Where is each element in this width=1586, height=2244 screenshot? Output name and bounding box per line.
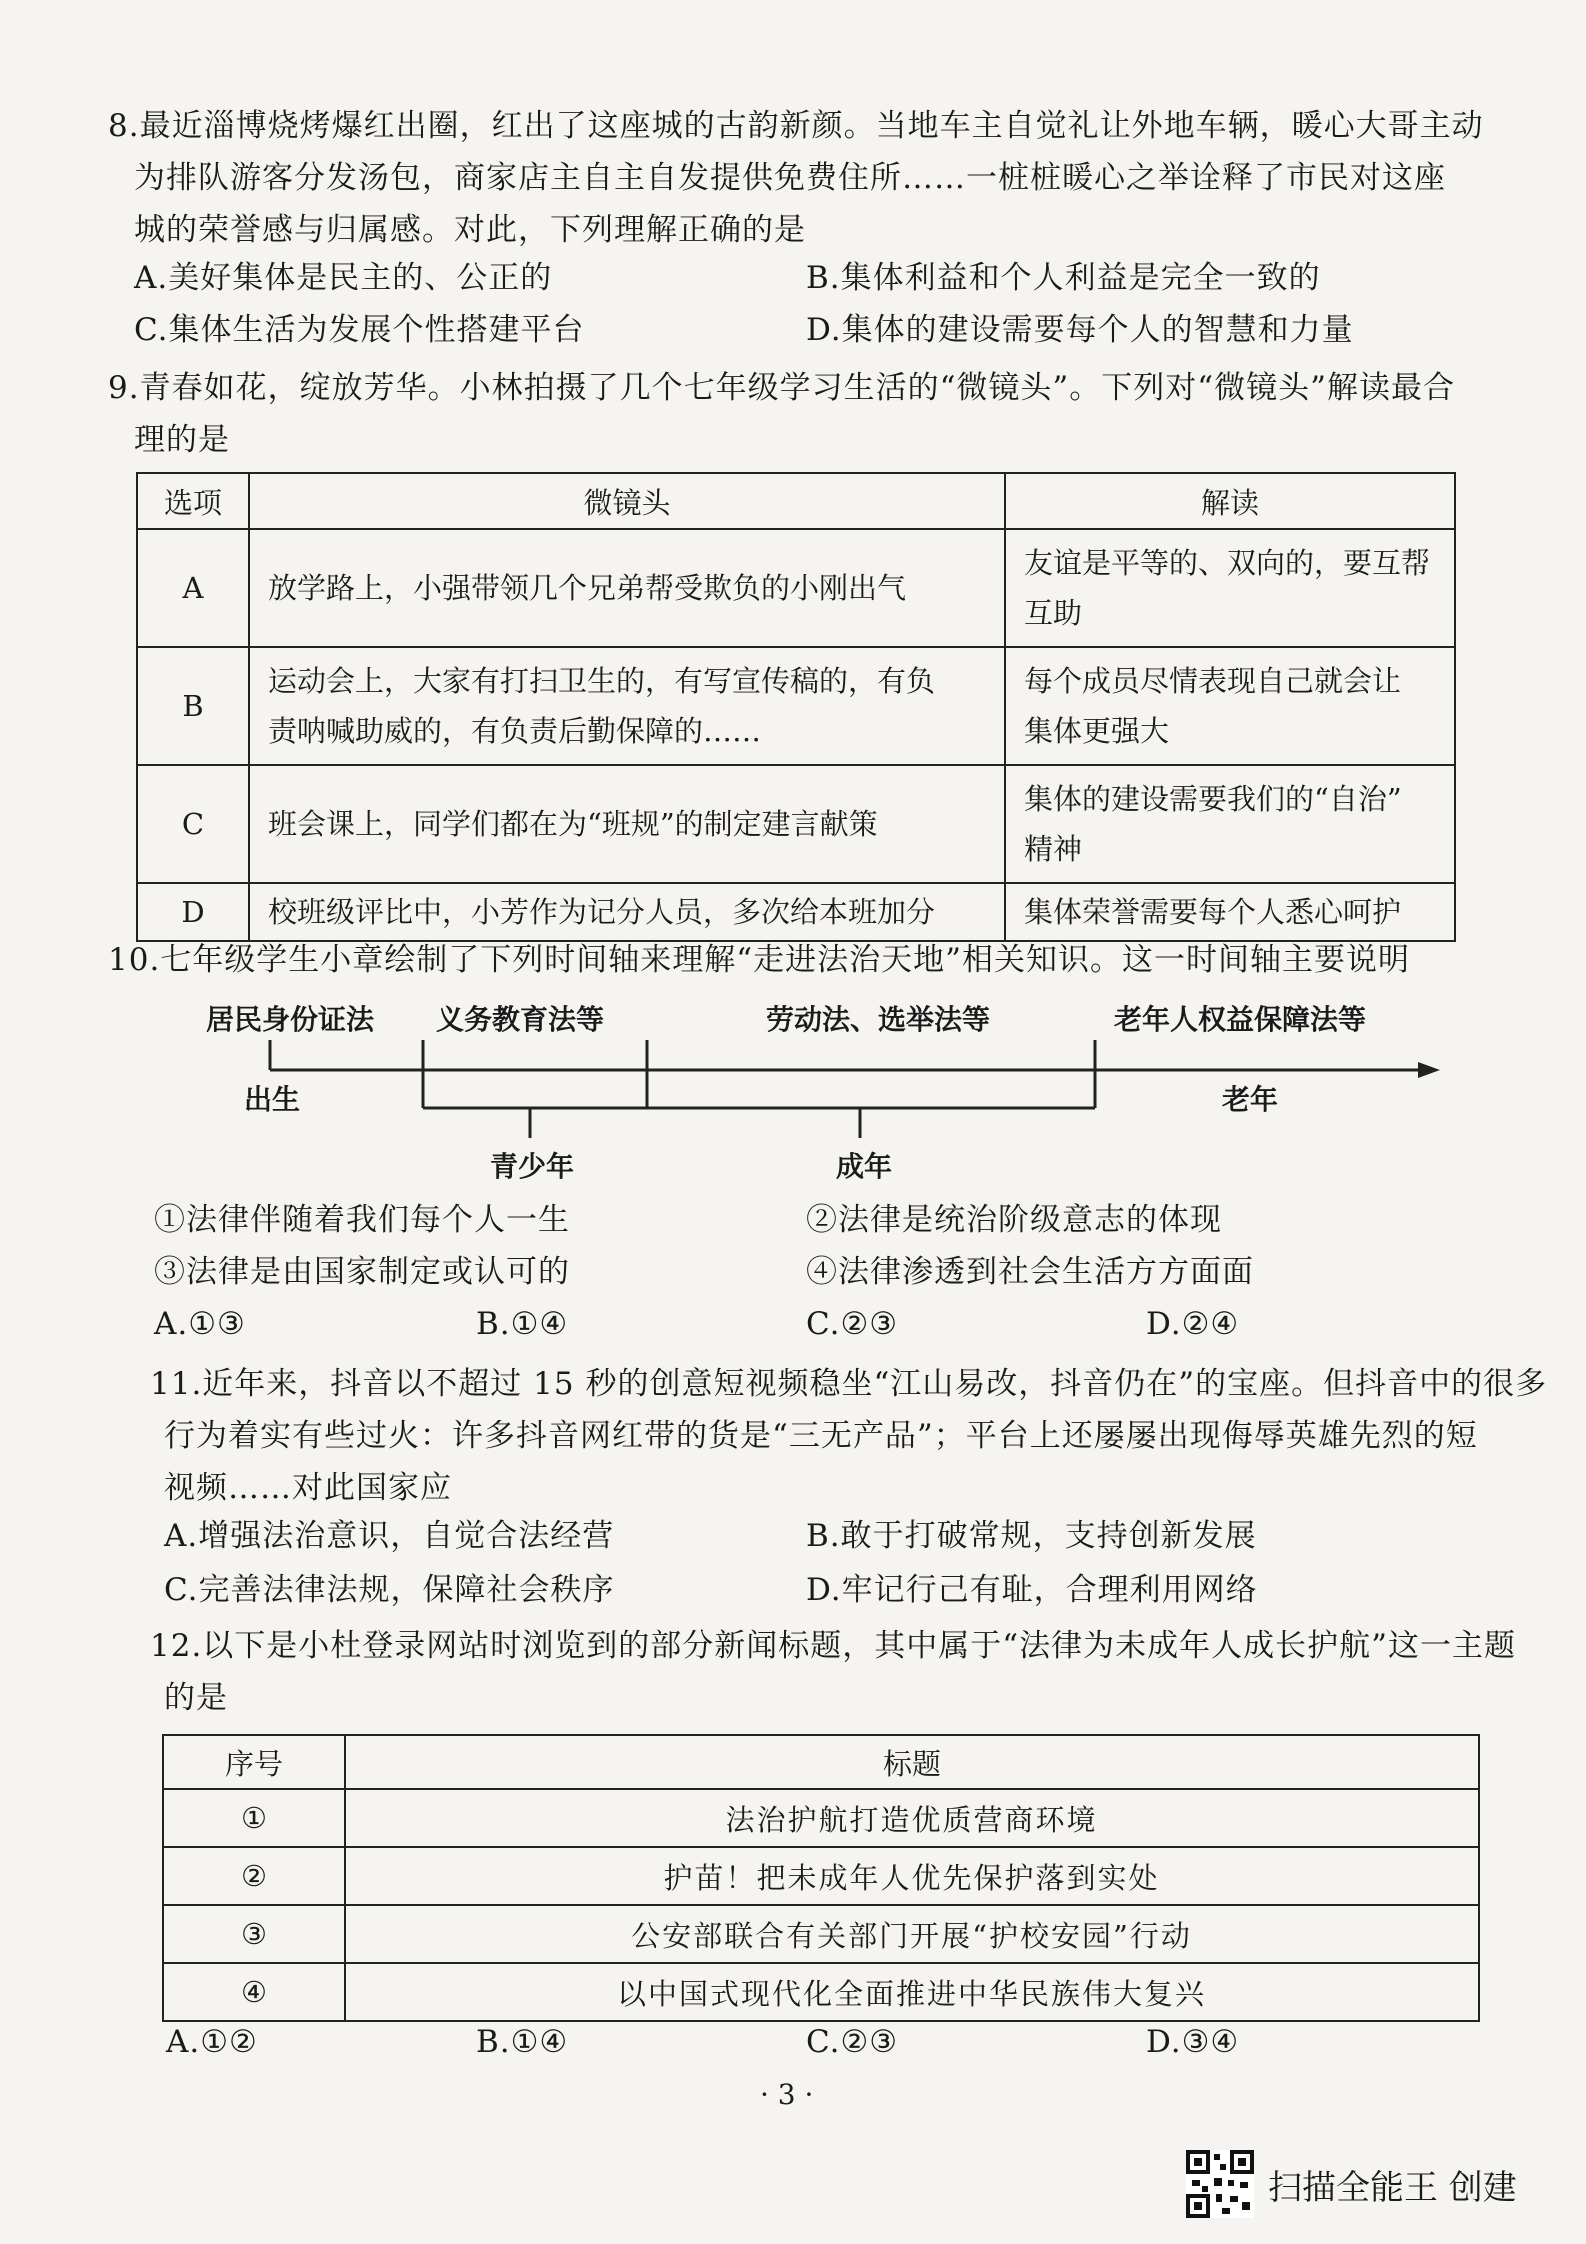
q9-option-label: A bbox=[137, 529, 249, 647]
q9-scene-line: 放学路上，小强带领几个兄弟帮受欺负的小刚出气 bbox=[268, 571, 907, 605]
q9-scene bbox=[249, 529, 1005, 647]
question-11 bbox=[150, 1358, 1547, 1514]
q9-header-scene: 微镜头 bbox=[249, 473, 1005, 529]
q9-reading-line: 友谊是平等的、双向的，要互帮 bbox=[1024, 546, 1431, 580]
q9-scene bbox=[249, 647, 1005, 765]
q10-line: 10.七年级学生小章绘制了下列时间轴来理解“走进法治天地”相关知识。这一时间轴主要说明 bbox=[108, 942, 1410, 978]
q12-row-title: 公安部联合有关部门开展“护校安园”行动 bbox=[345, 1905, 1479, 1963]
timeline-birth: 出生 bbox=[244, 1083, 301, 1116]
q10-statement-1: ①法律伴随着我们每个人一生 bbox=[154, 1202, 570, 1238]
q12-row-no: ④ bbox=[163, 1963, 345, 2021]
q9-header-reading: 解读 bbox=[1005, 473, 1455, 529]
arrow-icon bbox=[1418, 1062, 1440, 1078]
q11-option-b: B.敢于打破常规，支持创新发展 bbox=[806, 1518, 1257, 1554]
timeline-label-labor-law: 劳动法、选举法等 bbox=[766, 1003, 991, 1036]
q9-reading bbox=[1005, 883, 1455, 941]
q10-statement-2: ②法律是统治阶级意志的体现 bbox=[806, 1202, 1222, 1238]
q9-line: 9.青春如花，绽放芳华。小林拍摄了几个七年级学习生活的“微镜头”。下列对“微镜头”解读最合 bbox=[108, 370, 1455, 406]
q9-scene bbox=[249, 765, 1005, 883]
scanner-watermark: 扫描全能王 创建 bbox=[1268, 2168, 1517, 2208]
table-row bbox=[163, 1963, 1479, 2021]
q9-reading-line: 集体荣誉需要每个人悉心呵护 bbox=[1024, 895, 1402, 929]
q9-line: 理的是 bbox=[134, 422, 230, 458]
q8-option-a: A.美好集体是民主的、公正的 bbox=[134, 260, 553, 296]
q11-option-c: C.完善法律法规，保障社会秩序 bbox=[164, 1572, 615, 1608]
table-row bbox=[137, 765, 1455, 883]
q12-row-title: 护苗！把未成年人优先保护落到实处 bbox=[345, 1847, 1479, 1905]
q11-option-d: D.牢记行己有耻，合理利用网络 bbox=[806, 1572, 1258, 1608]
timeline-label-elderly-law: 老年人权益保障法等 bbox=[1114, 1003, 1367, 1036]
question-9 bbox=[108, 362, 1455, 466]
table-row bbox=[163, 1789, 1479, 1847]
q8-line: 为排队游客分发汤包，商家店主自主自发提供免费住所……一桩桩暖心之举诠释了市民对这座 bbox=[134, 160, 1446, 196]
q12-row-title: 以中国式现代化全面推进中华民族伟大复兴 bbox=[345, 1963, 1479, 2021]
table-row bbox=[137, 529, 1455, 647]
q9-scene-line: 班会课上，同学们都在为“班规”的制定建言献策 bbox=[268, 807, 878, 841]
q9-reading-line: 互助 bbox=[1024, 596, 1083, 630]
q9-scene bbox=[249, 883, 1005, 941]
timeline-label-education-law: 义务教育法等 bbox=[436, 1003, 605, 1036]
q10-option-b: B.①④ bbox=[476, 1306, 569, 1342]
q12-line: 12.以下是小杜登录网站时浏览到的部分新闻标题，其中属于“法律为未成年人成长护航”这一主题 bbox=[150, 1628, 1516, 1664]
timeline-old-age: 老年 bbox=[1222, 1083, 1279, 1116]
q11-line: 11.近年来，抖音以不超过 15 秒的创意短视频稳坐“江山易改，抖音仍在”的宝座。但抖音中的很多 bbox=[150, 1366, 1548, 1402]
q9-reading-line: 每个成员尽情表现自己就会让 bbox=[1024, 664, 1402, 698]
q12-row-no: ① bbox=[163, 1789, 345, 1847]
q10-statement-3: ③法律是由国家制定或认可的 bbox=[154, 1254, 570, 1290]
timeline-adult: 成年 bbox=[836, 1150, 893, 1183]
q9-reading-line: 精神 bbox=[1024, 832, 1083, 866]
q8-option-c: C.集体生活为发展个性搭建平台 bbox=[134, 312, 585, 348]
q8-option-b: B.集体利益和个人利益是完全一致的 bbox=[806, 260, 1321, 296]
q12-row-no: ③ bbox=[163, 1905, 345, 1963]
q9-reading bbox=[1005, 765, 1455, 883]
q9-header-option: 选项 bbox=[137, 473, 249, 529]
q12-option-a: A.①② bbox=[166, 2024, 258, 2060]
table-row bbox=[137, 647, 1455, 765]
table-row bbox=[163, 1847, 1479, 1905]
q9-scene-line: 校班级评比中，小芳作为记分人员，多次给本班加分 bbox=[268, 895, 936, 929]
q12-option-c: C.②③ bbox=[806, 2024, 899, 2060]
page-number: · 3 · bbox=[760, 2078, 814, 2111]
q9-option-label: B bbox=[137, 647, 249, 765]
qr-code-icon bbox=[1186, 2150, 1254, 2218]
question-8 bbox=[108, 100, 1484, 256]
q11-option-a: A.增强法治意识，自觉合法经营 bbox=[164, 1518, 615, 1554]
q9-reading bbox=[1005, 529, 1455, 647]
q11-line: 视频……对此国家应 bbox=[164, 1470, 452, 1506]
q9-option-label: C bbox=[137, 765, 249, 883]
q10-option-d: D.②④ bbox=[1146, 1306, 1240, 1342]
question-10 bbox=[108, 934, 1410, 986]
q10-option-a: A.①③ bbox=[154, 1306, 246, 1342]
timeline-label-id-law: 居民身份证法 bbox=[206, 1003, 375, 1036]
q9-table bbox=[136, 472, 1456, 942]
q10-option-c: C.②③ bbox=[806, 1306, 899, 1342]
table-row bbox=[137, 883, 1455, 941]
q8-line: 8.最近淄博烧烤爆红出圈，红出了这座城的古韵新颜。当地车主自觉礼让外地车辆，暖心大哥主动 bbox=[108, 108, 1484, 144]
q12-row-no: ② bbox=[163, 1847, 345, 1905]
q9-scene-line: 责呐喊助威的，有负责后勤保障的…… bbox=[268, 714, 762, 748]
question-12 bbox=[150, 1620, 1516, 1724]
q9-reading-line: 集体更强大 bbox=[1024, 714, 1170, 748]
q12-row-title: 法治护航打造优质营商环境 bbox=[345, 1789, 1479, 1847]
q9-reading-line: 集体的建设需要我们的“自治” bbox=[1024, 782, 1402, 816]
q8-line: 城的荣誉感与归属感。对此，下列理解正确的是 bbox=[134, 212, 806, 248]
q12-line: 的是 bbox=[164, 1680, 228, 1716]
q12-table bbox=[162, 1734, 1480, 2022]
q8-option-d: D.集体的建设需要每个人的智慧和力量 bbox=[806, 312, 1354, 348]
q9-option-label: D bbox=[137, 883, 249, 941]
q12-header-title: 标题 bbox=[345, 1735, 1479, 1789]
q12-header-no: 序号 bbox=[163, 1735, 345, 1789]
q11-line: 行为着实有些过火：许多抖音网红带的货是“三无产品”；平台上还屡屡出现侮辱英雄先烈的短 bbox=[164, 1418, 1478, 1454]
q9-scene-line: 运动会上，大家有打扫卫生的，有写宣传稿的，有负 bbox=[268, 664, 936, 698]
table-row bbox=[163, 1905, 1479, 1963]
q10-statement-4: ④法律渗透到社会生活方方面面 bbox=[806, 1254, 1254, 1290]
timeline-youth: 青少年 bbox=[490, 1150, 575, 1183]
q12-option-d: D.③④ bbox=[1146, 2024, 1240, 2060]
q9-reading bbox=[1005, 647, 1455, 765]
q12-option-b: B.①④ bbox=[476, 2024, 569, 2060]
